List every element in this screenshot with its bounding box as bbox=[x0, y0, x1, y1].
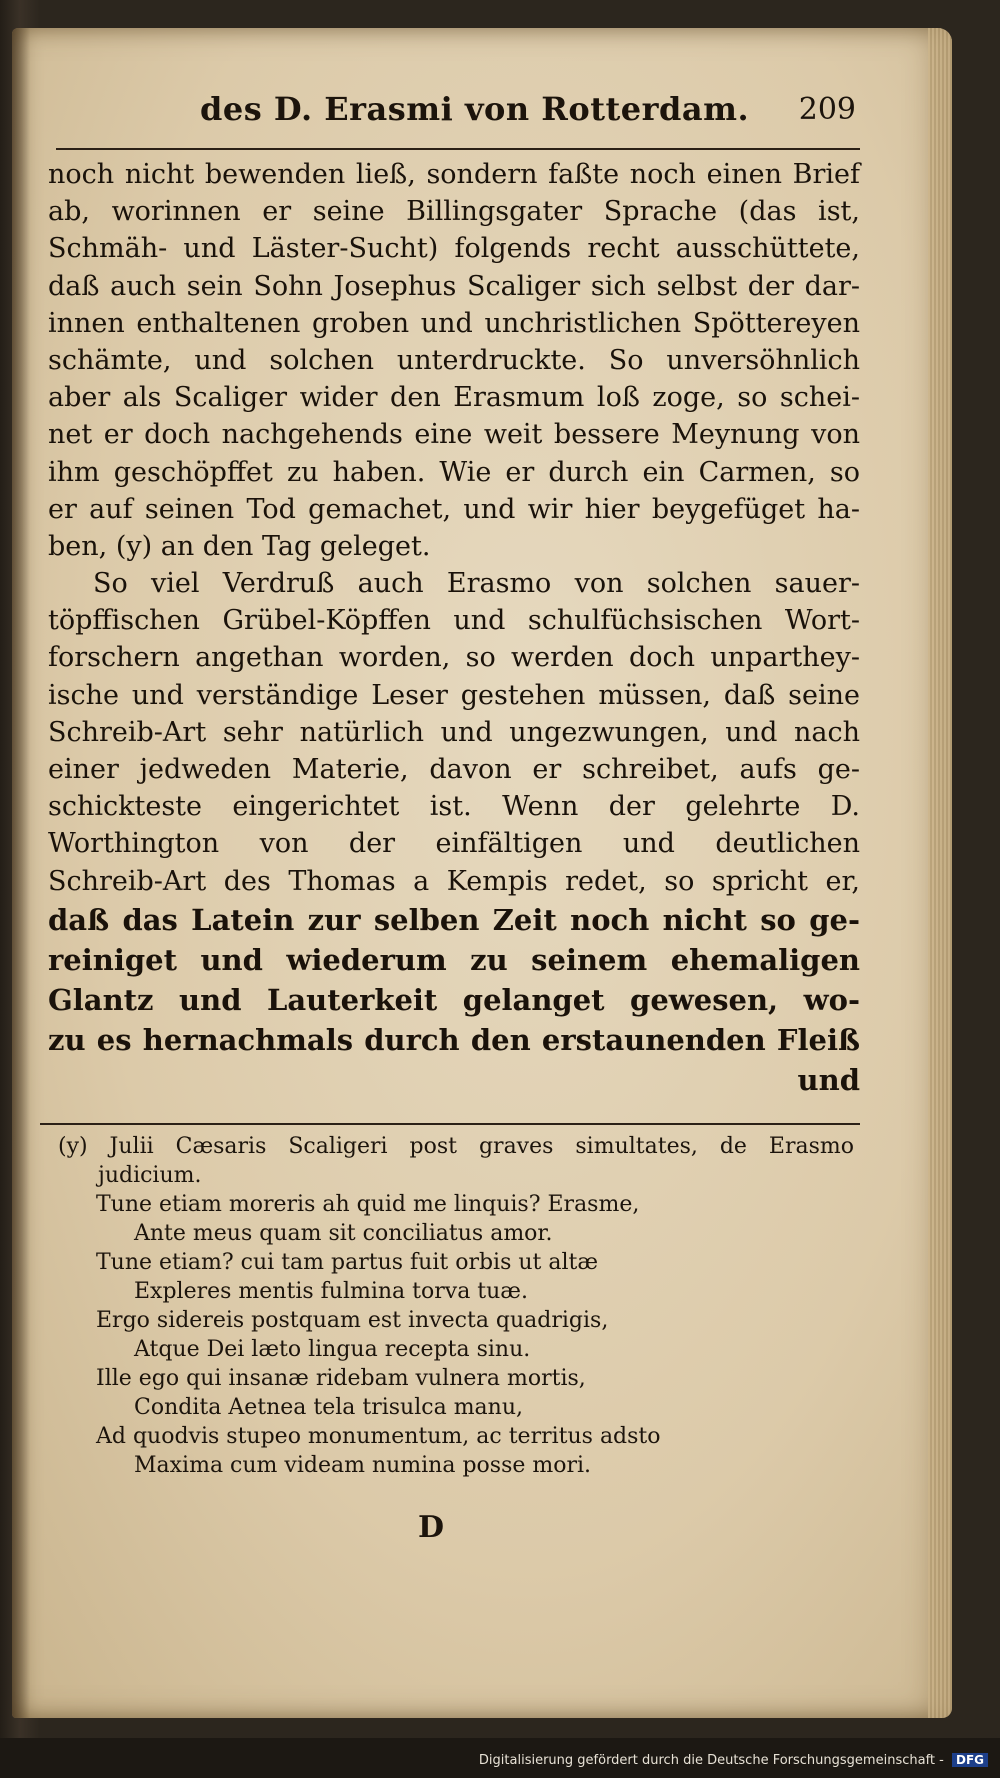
text-line: ische und verständige Leser gestehen müssen, daß seine bbox=[48, 679, 860, 711]
page-edge bbox=[928, 28, 952, 1718]
verse-line: Expleres mentis fulmina torva tuæ. bbox=[134, 1279, 528, 1304]
verse-line: Tune etiam moreris ah quid me linquis? Erasme, bbox=[96, 1192, 640, 1217]
text-line: ihm geschöpffet zu haben. Wie er durch ein Carmen, so bbox=[48, 456, 860, 488]
verse-line: Ergo sidereis postquam est invecta quadrigis, bbox=[96, 1308, 609, 1333]
credit-text: Digitalisierung gefördert durch die Deutsche Forschungsgemeinschaft - bbox=[478, 1753, 944, 1768]
header-rule bbox=[56, 148, 860, 150]
text-line: ben, (y) an den Tag geleget. bbox=[48, 530, 431, 562]
footnote bbox=[58, 1132, 854, 1480]
footnote-verses bbox=[58, 1190, 854, 1480]
signature-mark: D bbox=[418, 1510, 445, 1545]
text-line: schämte, und solchen unterdruckte. So unversöhnlich bbox=[48, 344, 860, 376]
page-header bbox=[50, 86, 864, 142]
page-number: 209 bbox=[798, 92, 856, 127]
verse-line: Ille ego qui insanæ ridebam vulnera mortis, bbox=[96, 1366, 586, 1391]
text-line: daß auch sein Sohn Josephus Scaliger sich selbst der dar- bbox=[48, 270, 860, 302]
paragraph-start-line: So viel Verdruß auch Erasmo von solchen sauer- bbox=[93, 568, 860, 600]
text-line: aber als Scaliger wider den Erasmum loß zoge, so schei- bbox=[48, 382, 860, 414]
text-line: net er doch nachgehends eine weit bessere Meynung von bbox=[48, 419, 860, 451]
digitization-credit bbox=[479, 1753, 988, 1768]
verse-line: Maxima cum videam numina posse mori. bbox=[134, 1453, 592, 1478]
dfg-logo: DFG bbox=[952, 1753, 988, 1767]
emphasis-line: reiniget und wiederum zu seinem ehemaligen bbox=[48, 942, 860, 977]
text-line: töpffischen Grübel-Köpffen und schulfüchsischen Wort- bbox=[48, 605, 860, 637]
running-head: des D. Erasmi von Rotterdam. bbox=[200, 90, 750, 128]
footnote-heading: (y) Julii Cæsaris Scaligeri post graves simultates, de Erasmo bbox=[58, 1134, 854, 1159]
emphasis-line: daß das Latein zur selben Zeit noch nicht so ge- bbox=[48, 902, 860, 937]
text-line: Schmäh- und Läster-Sucht) folgends recht ausschüttete, bbox=[48, 233, 860, 265]
text-line: Worthington von der einfältigen und deutlichen bbox=[48, 828, 860, 860]
text-line: schickteste eingerichtet ist. Wenn der gelehrte D. bbox=[48, 791, 860, 823]
text-line: noch nicht bewenden ließ, sondern faßte noch einen Brief bbox=[48, 159, 860, 190]
text-line: einer jedweden Materie, davon er schreibet, aufs ge- bbox=[48, 754, 860, 785]
footnote-heading-cont: judicium. bbox=[98, 1163, 202, 1188]
text-line: er auf seinen Tod gemachet, und wir hier beygefüget ha- bbox=[48, 493, 860, 525]
text-line: Schreib-Art des Thomas a Kempis redet, so spricht er, bbox=[48, 865, 860, 897]
verse-line: Ad quodvis stupeo monumentum, ac territus adsto bbox=[96, 1424, 661, 1449]
emphasis-line: Glantz und Lauterkeit gelanget gewesen, wo- bbox=[48, 982, 860, 1017]
verse-line: Condita Aetnea tela trisulca manu, bbox=[134, 1395, 523, 1420]
spine-shadow bbox=[12, 28, 30, 1718]
catchword: und bbox=[797, 1062, 860, 1097]
verse-line: Atque Dei læto lingua recepta sinu. bbox=[134, 1337, 531, 1362]
verse-line: Tune etiam? cui tam partus fuit orbis ut altæ bbox=[96, 1250, 599, 1275]
text-line: innen enthaltenen groben und unchristlichen Spöttereyen bbox=[48, 307, 860, 339]
text-line: ab, worinnen er seine Billingsgater Sprache (das ist, bbox=[48, 196, 860, 228]
verse-line: Ante meus quam sit conciliatus amor. bbox=[134, 1221, 553, 1246]
emphasis-line: zu es hernachmals durch den erstaunenden Fleiß bbox=[48, 1022, 860, 1057]
footnote-rule bbox=[40, 1123, 860, 1125]
body-text bbox=[48, 156, 860, 1100]
text-line: forschern angethan worden, so werden doch unparthey- bbox=[48, 642, 860, 674]
text-line: Schreib-Art sehr natürlich und ungezwungen, und nach bbox=[48, 716, 860, 748]
